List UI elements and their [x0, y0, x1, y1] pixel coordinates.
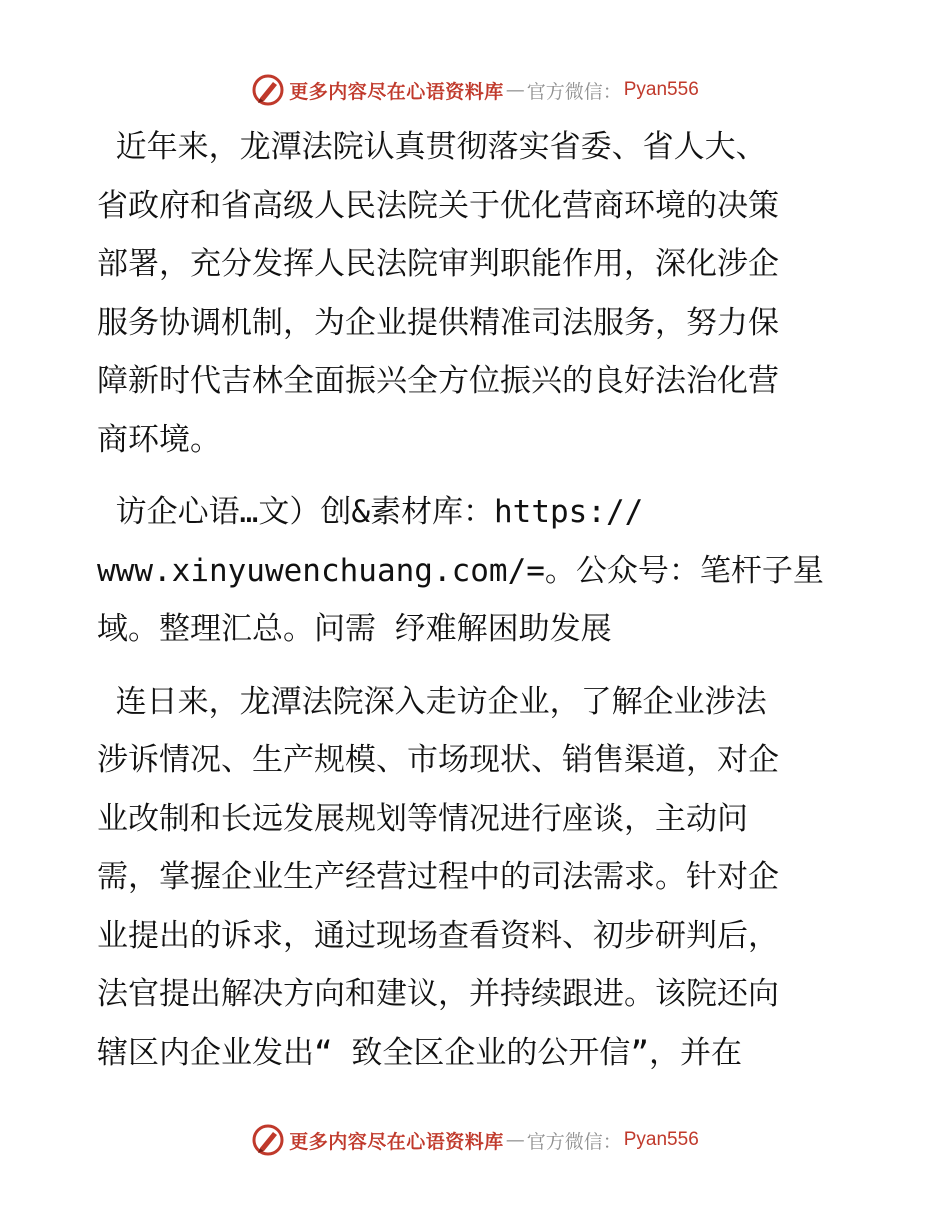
text-line: 障新时代吉林全面振兴全方位振兴的良好法治化营 [97, 363, 779, 399]
text-line: 域。整理汇总。问需 纾难解困助发展 [97, 611, 612, 647]
text-line: 法官提出解决方向和建议，并持续跟进。该院还向 [97, 976, 779, 1012]
document-body [97, 118, 857, 1096]
text-line: 业改制和长远发展规划等情况进行座谈，主动问 [97, 800, 748, 837]
text-line: 辖区内企业发出“ 致全区企业的公开信”，并在 [97, 1034, 742, 1071]
pen-logo-icon [251, 1123, 285, 1157]
text-line: 部署，充分发挥人民法院审判职能作用，深化涉企 [97, 246, 779, 282]
text-line: 连日来，龙潭法院深入走访企业，了解企业涉法 [97, 683, 767, 720]
footer-banner [0, 1120, 950, 1160]
banner-wechat-id: Pyan556 [623, 79, 699, 100]
text-line: 需，掌握企业生产经营过程中的司法需求。针对企 [97, 859, 779, 895]
header-banner [0, 70, 950, 110]
banner-wechat-label: 官方微信： [526, 1130, 622, 1153]
text-line: 省政府和省高级人民法院关于优化营商环境的决策 [97, 187, 779, 224]
banner-wechat-label: 官方微信： [526, 80, 622, 103]
text-line: 涉诉情况、生产规模、市场现状、销售渠道，对企 [97, 742, 779, 778]
banner-wechat-id: Pyan556 [623, 1129, 699, 1150]
banner-text: 更多内容尽在心语资料库 [289, 1130, 504, 1153]
text-line: 商环境。 [97, 421, 221, 458]
text-line: 服务协调机制，为企业提供精准司法服务，努力保 [97, 304, 779, 341]
banner-dash: — [505, 1129, 525, 1151]
pen-logo-icon [251, 73, 285, 107]
paragraph-2 [97, 483, 857, 659]
text-line: 访企心语…文）创&素材库：https:// [97, 494, 644, 530]
paragraph-3 [97, 673, 857, 1083]
text-line: www.xinyuwenchuang.com/=。公众号：笔杆子星 [97, 552, 824, 589]
banner-text: 更多内容尽在心语资料库 [289, 80, 504, 103]
text-line: 业提出的诉求，通过现场查看资料、初步研判后， [97, 917, 779, 954]
banner-dash: — [505, 79, 525, 101]
paragraph-1 [97, 118, 857, 469]
text-line: 近年来，龙潭法院认真贯彻落实省委、省人大、 [97, 129, 767, 165]
